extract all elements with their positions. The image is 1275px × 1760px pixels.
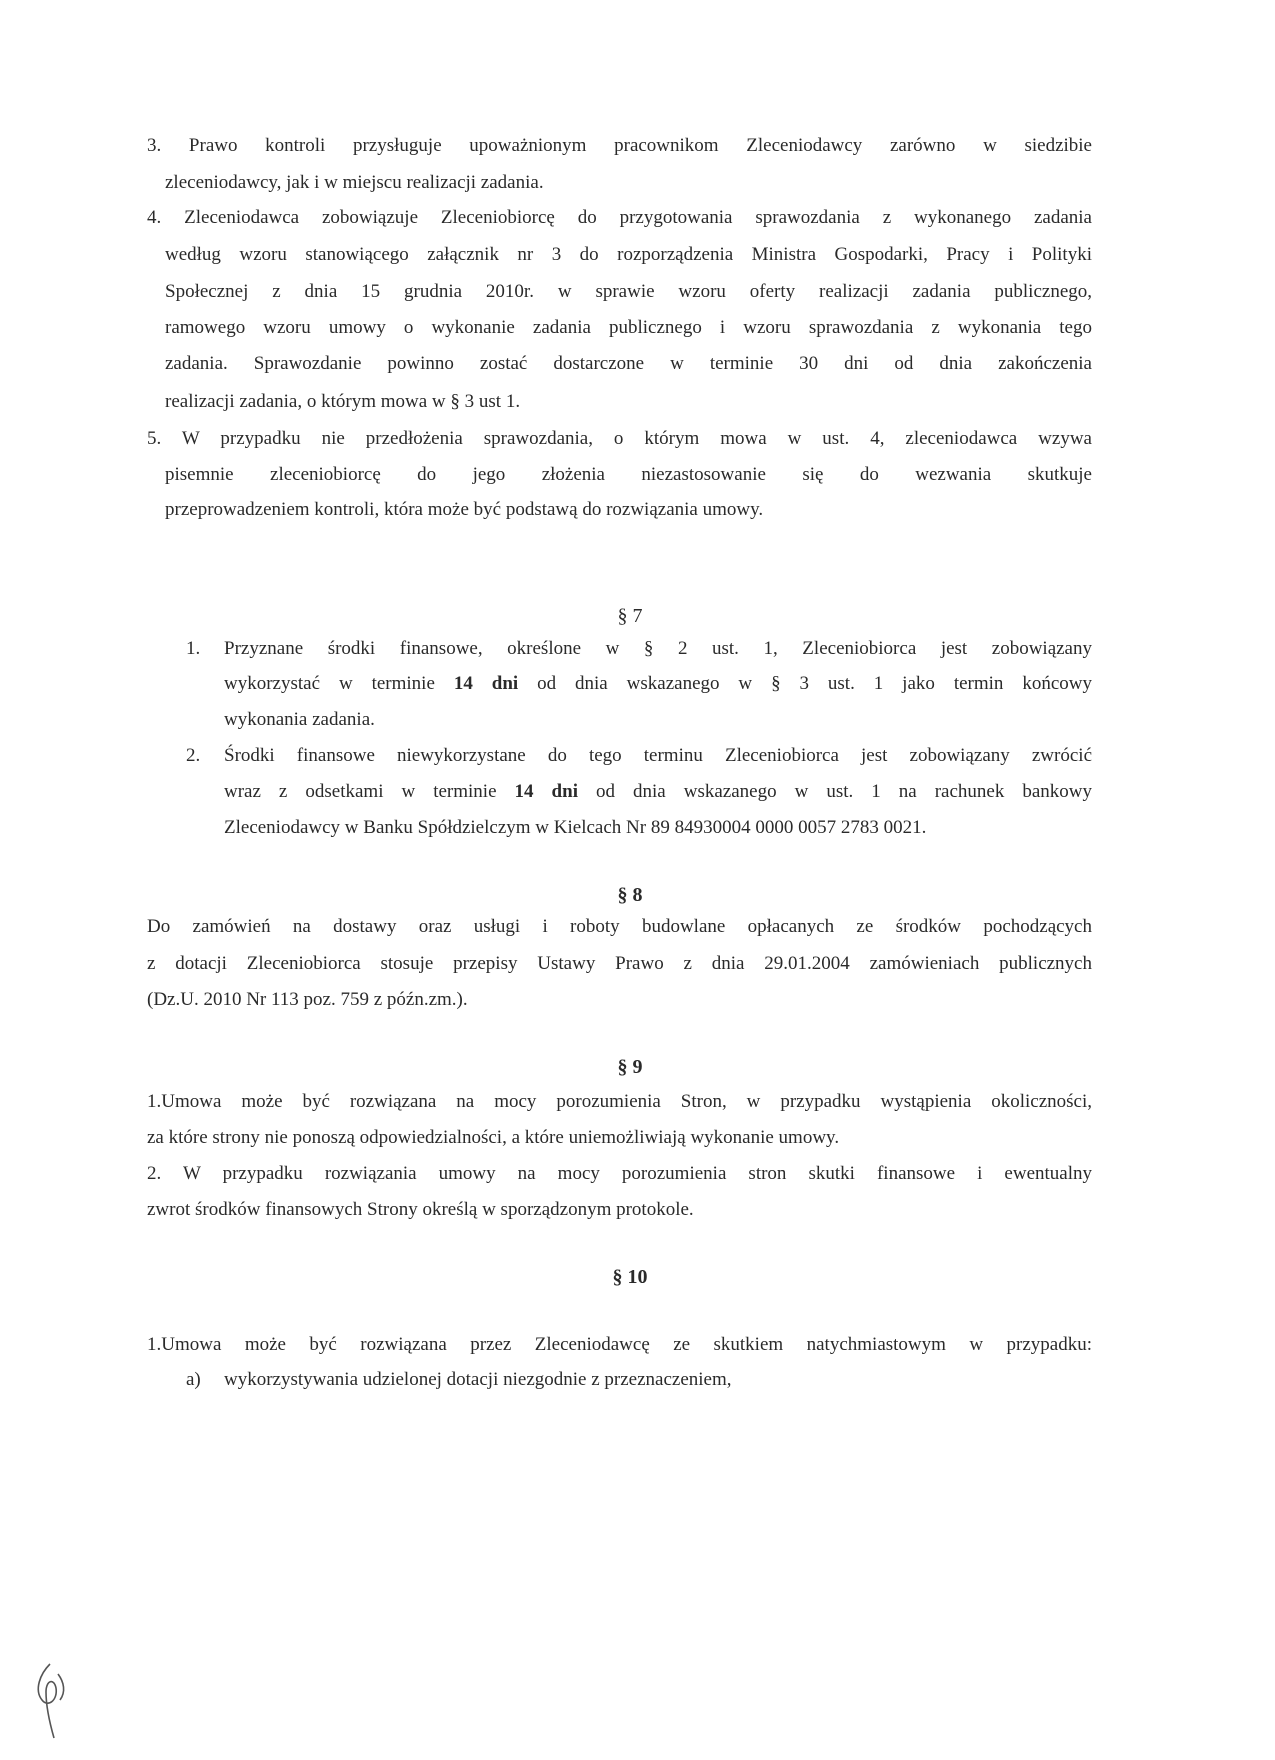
sec8-heading: § 8 [617,884,643,906]
signature-mark [28,1660,74,1740]
sec7-item2-line2-c: od dnia wskazanego w ust. 1 na rachunek bankowy [577,781,1093,802]
sec7-item1-line3: wykonania zadania. [224,709,375,730]
sec8-line3: (Dz.U. 2010 Nr 113 poz. 759 z późn.zm.). [147,989,468,1010]
sec6-p4-line6: realizacji zadania, o którym mowa w § 3 ust 1. [165,391,521,412]
sec7-item2-number: 2. [186,745,201,766]
sec8-line1: Do zamówień na dostawy oraz usługi i roboty budowlane opłacanych ze środków pochodzących [147,916,1092,937]
sec6-p3-line2: zleceniodawcy, jak i w miejscu realizacji zadania. [165,172,544,193]
sec7-item1-number: 1. [186,638,201,659]
sec6-p4-line3: Społecznej z dnia 15 grudnia 2010r. w sprawie wzoru oferty realizacji zadania publicznego, [165,281,1092,302]
sec7-item2-deadline: 14 dni [514,781,578,802]
sec7-item2-line2-a: wraz z odsetkami w terminie [224,781,515,802]
sec6-p3-line1: 3. Prawo kontroli przysługuje upoważnionym pracownikom Zleceniodawcy zarówno w siedzibie [147,135,1092,156]
sec10-item-a-label: a) [186,1369,201,1390]
sec7-item1-line2-a: wykorzystać w terminie [224,673,454,694]
sec9-line2: za które strony nie ponoszą odpowiedzialności, a które uniemożliwiają wykonanie umowy. [147,1127,840,1148]
sec7-item1-line2 [224,672,1092,696]
sec6-p5-line3: przeprowadzeniem kontroli, która może być podstawą do rozwiązania umowy. [165,499,764,520]
sec9-line4: zwrot środków finansowych Strony określą w sporządzonym protokole. [147,1199,694,1220]
sec7-item2-line3: Zleceniodawcy w Banku Spółdzielczym w Kielcach Nr 89 84930004 0000 0057 2783 0021. [224,817,927,838]
sec6-p5-line1: 5. W przypadku nie przedłożenia sprawozdania, o którym mowa w ust. 4, zleceniodawca wzywa [147,428,1092,449]
sec6-p4-line2: według wzoru stanowiącego załącznik nr 3 do rozporządzenia Ministra Gospodarki, Pracy i Polityki [165,244,1092,265]
sec10-line1: 1.Umowa może być rozwiązana przez Zleceniodawcę ze skutkiem natychmiastowym w przypadku: [147,1334,1092,1355]
sec7-item2-line2 [224,780,1092,804]
sec7-item1-line1: Przyznane środki finansowe, określone w § 2 ust. 1, Zleceniobiorca jest zobowiązany [224,638,1092,659]
sec9-line3: 2. W przypadku rozwiązania umowy na mocy porozumienia stron skutki finansowe i ewentualny [147,1163,1092,1184]
sec7-heading: § 7 [617,605,643,627]
sec7-item1-deadline: 14 dni [453,673,519,694]
sec6-p4-line5: zadania. Sprawozdanie powinno zostać dostarczone w terminie 30 dni od dnia zakończenia [165,353,1092,374]
sec6-p4-line1: 4. Zleceniodawca zobowiązuje Zleceniobiorcę do przygotowania sprawozdania z wykonanego zadania [147,207,1092,228]
sec9-line1: 1.Umowa może być rozwiązana na mocy porozumienia Stron, w przypadku wystąpienia okoliczności, [147,1091,1092,1112]
sec10-item-a-text: wykorzystywania udzielonej dotacji niezgodnie z przeznaczeniem, [224,1369,732,1390]
sec7-item2-line1: Środki finansowe niewykorzystane do tego terminu Zleceniobiorca jest zobowiązany zwrócić [224,745,1092,766]
sec9-heading: § 9 [617,1056,643,1078]
sec7-item1-line2-c: od dnia wskazanego w § 3 ust. 1 jako termin końcowy [518,673,1092,694]
sec8-line2: z dotacji Zleceniobiorca stosuje przepisy Ustawy Prawo z dnia 29.01.2004 zamówieniach publicznych [147,953,1092,974]
sec10-heading: § 10 [612,1266,648,1288]
sec6-p4-line4: ramowego wzoru umowy o wykonanie zadania publicznego i wzoru sprawozdania z wykonania tego [165,317,1092,338]
sec6-p5-line2: pisemnie zleceniobiorcę do jego złożenia niezastosowanie się do wezwania skutkuje [165,464,1092,485]
